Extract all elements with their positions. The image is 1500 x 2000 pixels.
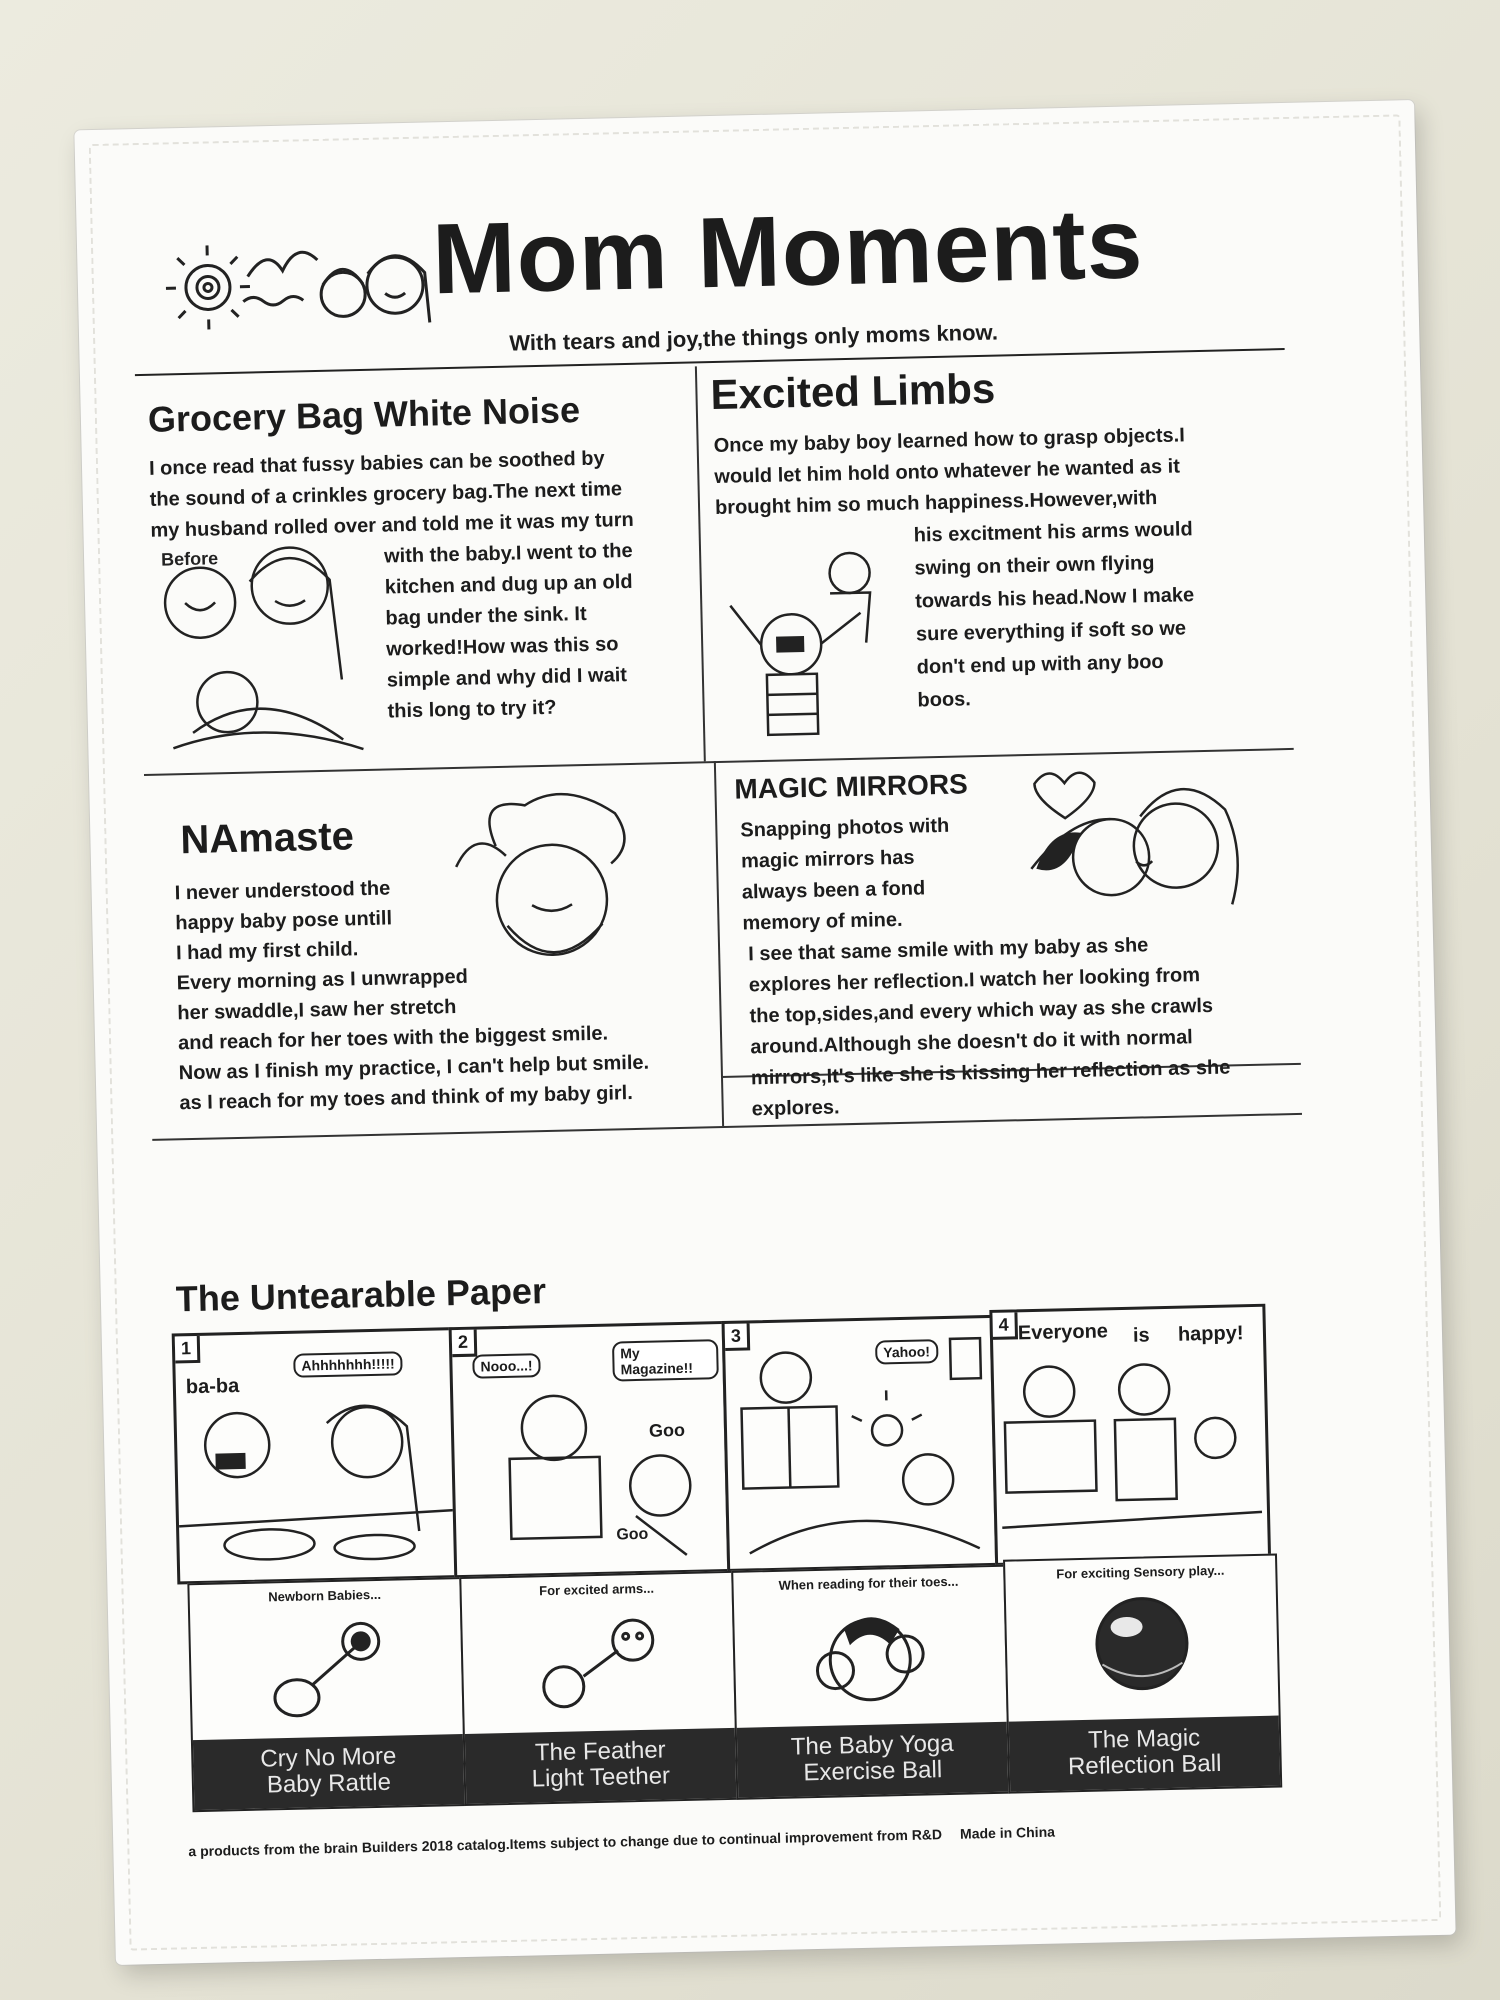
section-body-wide bbox=[149, 442, 691, 547]
product-name-line: Reflection Ball bbox=[1067, 1749, 1222, 1781]
product-caption: Newborn Babies... bbox=[268, 1586, 382, 1605]
printed-sheet bbox=[131, 161, 1400, 1908]
text-line: Snapping photos with bbox=[740, 814, 950, 842]
product-name-line: The Baby Yoga bbox=[790, 1729, 954, 1761]
product-name-bar bbox=[1009, 1716, 1281, 1792]
text-line: my husband rolled over and told me it was my turn bbox=[150, 508, 635, 542]
speech-bubble: Nooo...! bbox=[472, 1353, 541, 1379]
product-caption: When reading for their toes... bbox=[778, 1573, 959, 1593]
sound-effect: Everyone bbox=[1017, 1320, 1109, 1345]
product-name-line: The Feather bbox=[534, 1736, 666, 1767]
text-line: sure everything if soft so we bbox=[915, 617, 1187, 646]
panel-art-icon bbox=[175, 1330, 455, 1581]
section-title: Excited Limbs bbox=[709, 364, 996, 419]
product-name-line: The Magic bbox=[1087, 1724, 1201, 1754]
text-line: worked!How was this so bbox=[385, 633, 619, 661]
section-body-narrow bbox=[384, 534, 698, 727]
made-in-label: Made in China bbox=[959, 1823, 1056, 1842]
text-line: her swaddle,I saw her stretch bbox=[177, 995, 457, 1025]
text-line: I never understood the bbox=[174, 877, 391, 905]
text-line: memory of mine. bbox=[742, 908, 903, 935]
text-line: simple and why did I wait bbox=[386, 664, 628, 692]
text-line: the sound of a crinkles grocery bag.The next time bbox=[149, 478, 623, 511]
happy-baby-pose-illustration bbox=[434, 783, 648, 988]
kiss-drawing-icon bbox=[1009, 754, 1263, 930]
reflection-ball-icon bbox=[1081, 1587, 1203, 1700]
sun-and-mom-logo-icon bbox=[162, 222, 435, 348]
text-line: happy baby pose untill bbox=[175, 907, 393, 935]
text-line: towards his head.Now I make bbox=[915, 584, 1195, 613]
product-name-line: Cry No More bbox=[260, 1742, 397, 1773]
happy-baby-drawing-icon bbox=[434, 783, 648, 988]
section-body-wide bbox=[713, 418, 1285, 524]
section-magic-mirrors bbox=[719, 753, 1301, 1121]
text-line: I see that same smile with my baby as she bbox=[747, 934, 1149, 966]
section-title: MAGIC MIRRORS bbox=[734, 768, 969, 805]
sound-effect: is bbox=[1132, 1324, 1150, 1347]
panel-number: 3 bbox=[722, 1320, 751, 1351]
text-line: his excitment his arms would bbox=[913, 518, 1193, 547]
baby-reaching-illustration bbox=[719, 532, 909, 746]
mom-and-baby-illustration bbox=[149, 539, 379, 759]
section-body-narrow bbox=[913, 511, 1287, 717]
text-line: Every morning as I unwrapped bbox=[176, 965, 469, 995]
teether-icon bbox=[527, 1609, 669, 1722]
speech-bubble: Ahhhhhhh!!!!! bbox=[293, 1351, 403, 1377]
panel-art-icon bbox=[725, 1318, 995, 1569]
before-label: Before bbox=[160, 548, 219, 570]
text-line: with the baby.I went to the bbox=[383, 539, 633, 568]
text-line: swing on their own flying bbox=[914, 552, 1155, 580]
comic-panel-4 bbox=[989, 1304, 1271, 1566]
section-body-narrow bbox=[740, 810, 1003, 940]
product-name-line: Exercise Ball bbox=[803, 1756, 943, 1787]
mom-kissing-baby-illustration bbox=[1009, 754, 1263, 930]
fabric-page bbox=[74, 100, 1455, 1965]
yoga-ball-icon bbox=[804, 1603, 936, 1716]
panel-number: 4 bbox=[989, 1309, 1018, 1340]
text-line: I had my first child. bbox=[175, 938, 359, 965]
text-line: explores. bbox=[751, 1096, 840, 1121]
comic-title: The Untearable Paper bbox=[175, 1270, 547, 1320]
text-line: magic mirrors has bbox=[740, 846, 915, 873]
text-line: this long to try it? bbox=[387, 696, 557, 723]
section-title: Grocery Bag White Noise bbox=[147, 389, 581, 440]
text-line: as I reach for my toes and think of my baby girl. bbox=[179, 1082, 634, 1115]
section-title: NAmaste bbox=[179, 814, 355, 863]
text-line: always been a fond bbox=[741, 877, 926, 904]
comic-panel-3 bbox=[722, 1315, 999, 1572]
excited-baby-drawing-icon bbox=[719, 532, 909, 746]
sound-effect: ba-ba bbox=[185, 1375, 240, 1399]
sound-effect: Goo bbox=[616, 1525, 649, 1544]
product-teether bbox=[459, 1571, 738, 1806]
comic-panel-2 bbox=[449, 1321, 731, 1578]
product-name-bar bbox=[737, 1722, 1009, 1798]
text-line: and reach for her toes with the biggest smile. bbox=[177, 1022, 609, 1055]
mom-baby-drawing-icon bbox=[149, 539, 379, 759]
text-line: mirrors,It's like she is kissing her reflection as she bbox=[750, 1056, 1231, 1090]
text-line: Now as I finish my practice, I can't help but smile. bbox=[178, 1051, 650, 1085]
product-name-line: Baby Rattle bbox=[266, 1768, 392, 1799]
footer bbox=[188, 1824, 1055, 1860]
panel-art-icon bbox=[992, 1307, 1268, 1563]
product-name-bar bbox=[465, 1728, 737, 1804]
text-line: Once my baby boy learned how to grasp objects.I bbox=[713, 424, 1186, 458]
product-caption: For excited arms... bbox=[538, 1580, 655, 1599]
speech-bubble: My Magazine!! bbox=[612, 1339, 719, 1381]
footer-text: a products from the brain Builders 2018 catalog.Items subject to change due to continual improvement from R&D bbox=[188, 1826, 943, 1860]
product-name-line: Light Teether bbox=[531, 1762, 671, 1793]
product-reflection-ball bbox=[1003, 1554, 1282, 1794]
text-line: explores her reflection.I watch her looking from bbox=[748, 964, 1201, 997]
speech-bubble: Yahoo! bbox=[875, 1339, 938, 1364]
text-line: kitchen and dug up an old bbox=[384, 570, 633, 599]
section-grocery-bag bbox=[135, 366, 704, 774]
panel-number: 1 bbox=[172, 1333, 201, 1364]
product-caption: For exciting Sensory play... bbox=[1056, 1562, 1225, 1582]
section-body-wide bbox=[748, 927, 1297, 1125]
text-line: around.Although she doesn't do it with normal bbox=[750, 1026, 1193, 1059]
text-line: would let him hold onto whatever he wanted as it bbox=[714, 455, 1181, 489]
text-line: brought him so much happiness.However,with bbox=[714, 486, 1158, 519]
comic-panel-1 bbox=[172, 1327, 459, 1584]
section-excited-limbs bbox=[700, 353, 1294, 761]
product-yoga-ball bbox=[731, 1565, 1010, 1800]
page-title: Mom Moments bbox=[431, 187, 1145, 316]
text-line: the top,sides,and every which way as she crawls bbox=[749, 994, 1214, 1028]
product-rattle bbox=[187, 1577, 466, 1812]
sound-effect: happy! bbox=[1177, 1322, 1244, 1346]
product-name-bar bbox=[193, 1734, 465, 1810]
text-line: bag under the sink. It bbox=[385, 602, 587, 630]
page-subtitle: With tears and joy,the things only moms know. bbox=[509, 319, 999, 356]
section-namaste bbox=[144, 766, 722, 1139]
rattle-icon bbox=[260, 1616, 392, 1729]
panel-number: 2 bbox=[449, 1327, 478, 1358]
panel-art-icon bbox=[452, 1324, 727, 1575]
text-line: don't end up with any boo bbox=[916, 650, 1164, 679]
text-line: boos. bbox=[917, 688, 972, 712]
sound-effect: Goo bbox=[648, 1419, 686, 1441]
text-line: I once read that fussy babies can be soothed by bbox=[148, 447, 605, 480]
